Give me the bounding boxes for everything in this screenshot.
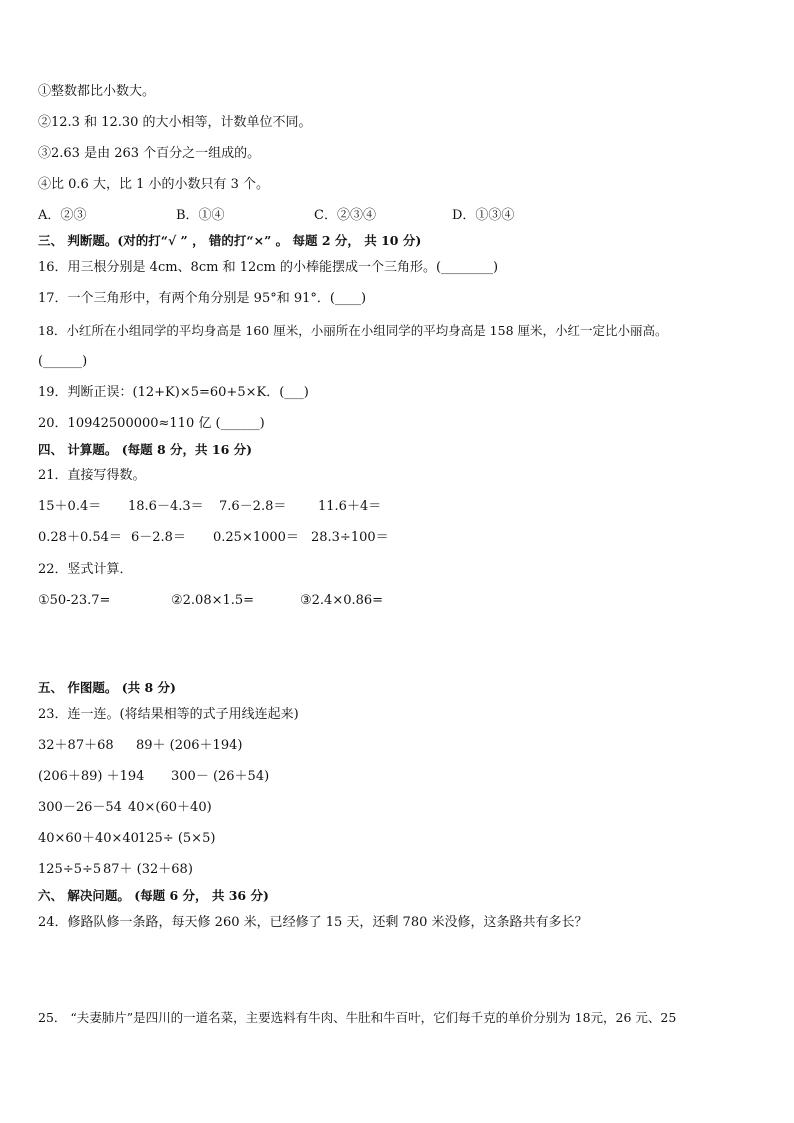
match-left: 40×60＋40×40 (38, 831, 139, 846)
question-25: 25． “夫妻肺片”是四川的一道名菜，主要选料有牛肉、牛肚和牛百叶，它们每千克的单价分别为 18元，26 元、25 (38, 1010, 677, 1025)
match-right: 40×(60＋40) (128, 800, 212, 815)
vertical-calc-item: ③2.4×0.86= (300, 593, 384, 608)
section4-heading: 四、 计算题。 (每题 8 分，共 16 分) (38, 442, 253, 457)
calc-item: 11.6＋4＝ (318, 499, 382, 514)
calc-item: 15＋0.4＝ (38, 499, 102, 514)
vertical-calc-row (38, 593, 738, 657)
calc-item: 28.3÷100＝ (311, 530, 389, 545)
question-18: 18．小红所在小组同学的平均身高是 160 厘米，小丽所在小组同学的平均身高是 158 厘米，小红一定比小丽高。 (38, 323, 668, 338)
match-left: 125÷5÷5 (38, 862, 102, 877)
choice-a: A．②③ (38, 208, 87, 223)
question-20: 20．10942500000≈110 亿 (______) (38, 416, 265, 431)
calc-item: 18.6－4.3＝ (128, 499, 204, 514)
question-21: 21．直接写得数。 (38, 468, 146, 483)
match-left: 300－26－54 (38, 800, 122, 815)
match-left: 32＋87＋68 (38, 738, 114, 753)
section5-heading: 五、 作图题。 (共 8 分) (38, 680, 176, 695)
question-18-blank: (______) (38, 354, 88, 369)
calc-item: 6－2.8＝ (131, 530, 186, 545)
question-24: 24．修路队修一条路，每天修 260 米，已经修了 15 天，还剩 780 米没修，这条路共有多长？ (38, 915, 588, 930)
question-19: 19．判断正误：(12+K)×5=60+5×K．(___) (38, 385, 309, 400)
statement-3: ③2.63 是由 263 个百分之一组成的。 (38, 146, 261, 161)
match-right: 87＋ (32＋68) (103, 862, 193, 877)
question-17: 17．一个三角形中，有两个角分别是 95°和 91°．(____) (38, 291, 367, 306)
section6-heading: 六、 解决问题。 (每题 6 分， 共 36 分) (38, 888, 269, 903)
section3-heading: 三、 判断题。(对的打“√ ” ， 错的打“×” 。 每题 2 分， 共 10 分) (38, 233, 422, 248)
calc-item: 0.28＋0.54＝ (38, 530, 122, 545)
vertical-calc-item: ①50-23.7= (38, 593, 111, 608)
statement-4: ④比 0.6 大，比 1 小的小数只有 3 个。 (38, 177, 270, 192)
match-right: 89＋ (206＋194) (136, 738, 243, 753)
statement-1: ①整数都比小数大。 (38, 84, 156, 99)
question-22: 22．竖式计算． (38, 562, 133, 577)
choice-d: D．①③④ (452, 208, 515, 223)
choice-c: C．②③④ (314, 208, 376, 223)
statement-2: ②12.3 和 12.30 的大小相等，计数单位不同。 (38, 115, 312, 130)
calc-item: 7.6－2.8＝ (219, 499, 287, 514)
vertical-calc-item: ②2.08×1.5= (171, 593, 255, 608)
question-16: 16．用三根分别是 4cm、8cm 和 12cm 的小棒能摆成一个三角形。(________) (38, 260, 499, 275)
choice-b: B．①④ (176, 208, 225, 223)
question-23: 23．连一连。(将结果相等的式子用线连起来) (38, 707, 299, 722)
calc-item: 0.25×1000＝ (213, 530, 299, 545)
match-right: 125÷ (5×5) (138, 831, 216, 846)
match-right: 300－ (26＋54) (171, 769, 270, 784)
match-left: (206＋89) ＋194 (38, 769, 145, 784)
